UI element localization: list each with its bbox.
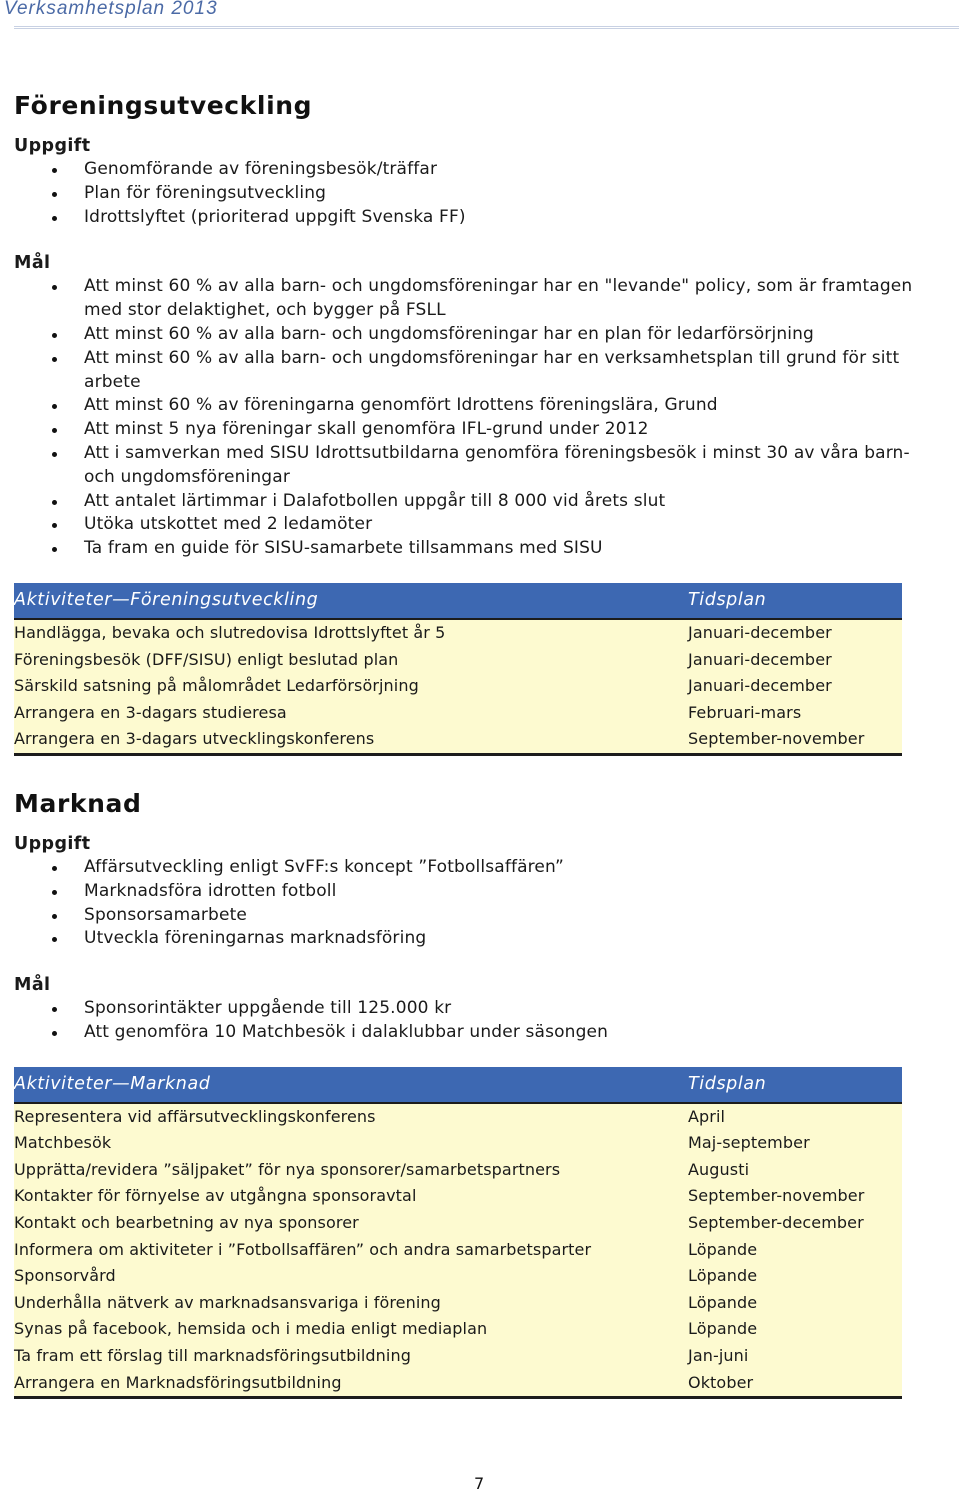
header-divider xyxy=(14,26,959,29)
time-cell: September-november xyxy=(688,1183,902,1210)
table-row xyxy=(14,1130,902,1157)
activity-cell: Arrangera en 3-dagars studieresa xyxy=(14,700,688,727)
list-item: Plan för föreningsutveckling xyxy=(14,182,944,206)
list-item: Att antalet lärtimmar i Dalafotbollen uppgår till 8 000 vid årets slut xyxy=(14,490,944,514)
list-item: Ta fram en guide för SISU-samarbete tillsammans med SISU xyxy=(14,537,944,561)
table-row xyxy=(14,647,902,674)
list-item: Att minst 60 % av alla barn- och ungdomsföreningar har en verksamhetsplan till grund för sitt arbete xyxy=(14,347,944,395)
list-item: Att minst 60 % av föreningarna genomfört Idrottens föreningslära, Grund xyxy=(14,394,944,418)
time-cell: Jan-juni xyxy=(688,1343,902,1370)
time-cell: September-december xyxy=(688,1210,902,1237)
activity-cell: Arrangera en Marknadsföringsutbildning xyxy=(14,1370,688,1398)
time-cell: Löpande xyxy=(688,1290,902,1317)
table-row xyxy=(14,1237,902,1264)
activity-cell: Handlägga, bevaka och slutredovisa Idrottslyftet år 5 xyxy=(14,619,688,647)
uppgift-heading: Uppgift xyxy=(14,833,91,854)
table-header-row xyxy=(14,1067,902,1103)
column-header-activity: Aktiviteter—Föreningsutveckling xyxy=(14,583,688,619)
uppgift-list xyxy=(14,856,944,951)
table-row xyxy=(14,1370,902,1398)
table-row xyxy=(14,1183,902,1210)
section-marknad xyxy=(14,784,944,1399)
column-header-time: Tidsplan xyxy=(688,583,902,619)
time-cell: Februari-mars xyxy=(688,700,902,727)
table-header-row xyxy=(14,583,902,619)
list-item: Genomförande av föreningsbesök/träffar xyxy=(14,158,944,182)
activity-cell: Matchbesök xyxy=(14,1130,688,1157)
table-row xyxy=(14,1343,902,1370)
table-row xyxy=(14,1103,902,1131)
activity-cell: Upprätta/revidera ”säljpaket” för nya sponsorer/samarbetspartners xyxy=(14,1157,688,1184)
list-item: Att i samverkan med SISU Idrottsutbildarna genomföra föreningsbesök i minst 30 av våra barn- och ungdomsföreningar xyxy=(14,442,944,490)
time-cell: September-november xyxy=(688,726,902,754)
time-cell: Januari-december xyxy=(688,647,902,674)
section-foreningsutveckling xyxy=(14,86,944,756)
time-cell: Januari-december xyxy=(688,619,902,647)
table-row xyxy=(14,673,902,700)
page-number: 7 xyxy=(474,1474,485,1493)
table-row xyxy=(14,1316,902,1343)
mal-heading: Mål xyxy=(14,975,51,996)
section-title: Marknad xyxy=(14,788,142,818)
mal-list xyxy=(14,997,944,1045)
document-page xyxy=(14,86,944,1399)
time-cell: Löpande xyxy=(688,1263,902,1290)
table-row xyxy=(14,726,902,754)
activity-cell: Representera vid affärsutvecklingskonferens xyxy=(14,1103,688,1131)
list-item: Marknadsföra idrotten fotboll xyxy=(14,880,944,904)
time-cell: April xyxy=(688,1103,902,1131)
column-header-activity: Aktiviteter—Marknad xyxy=(14,1067,688,1103)
list-item: Idrottslyftet (prioriterad uppgift Svenska FF) xyxy=(14,206,944,230)
column-header-time: Tidsplan xyxy=(688,1067,902,1103)
list-item: Att minst 60 % av alla barn- och ungdomsföreningar har en plan för ledarförsörjning xyxy=(14,323,944,347)
activities-table-marknad xyxy=(14,1067,902,1400)
activity-cell: Kontakt och bearbetning av nya sponsorer xyxy=(14,1210,688,1237)
activity-cell: Arrangera en 3-dagars utvecklingskonferens xyxy=(14,726,688,754)
activity-cell: Särskild satsning på målområdet Ledarförsörjning xyxy=(14,673,688,700)
table-row xyxy=(14,700,902,727)
list-item: Utöka utskottet med 2 ledamöter xyxy=(14,513,944,537)
activity-cell: Underhålla nätverk av marknadsansvariga i förening xyxy=(14,1290,688,1317)
mal-list xyxy=(14,275,944,561)
activity-cell: Synas på facebook, hemsida och i media enligt mediaplan xyxy=(14,1316,688,1343)
activity-cell: Föreningsbesök (DFF/SISU) enligt beslutad plan xyxy=(14,647,688,674)
time-cell: Maj-september xyxy=(688,1130,902,1157)
table-row xyxy=(14,1157,902,1184)
table-row xyxy=(14,1290,902,1317)
mal-heading: Mål xyxy=(14,253,51,274)
activity-cell: Sponsorvård xyxy=(14,1263,688,1290)
list-item: Sponsorsamarbete xyxy=(14,904,944,928)
time-cell: Augusti xyxy=(688,1157,902,1184)
list-item: Affärsutveckling enligt SvFF:s koncept ”Fotbollsaffären” xyxy=(14,856,944,880)
list-item: Att minst 5 nya föreningar skall genomföra IFL-grund under 2012 xyxy=(14,418,944,442)
table-row xyxy=(14,619,902,647)
activities-table-foreningsutveckling xyxy=(14,583,902,756)
section-title: Föreningsutveckling xyxy=(14,91,313,120)
table-row xyxy=(14,1263,902,1290)
list-item: Utveckla föreningarnas marknadsföring xyxy=(14,927,944,951)
time-cell: Löpande xyxy=(688,1316,902,1343)
list-item: Att genomföra 10 Matchbesök i dalaklubbar under säsongen xyxy=(14,1021,944,1045)
time-cell: Januari-december xyxy=(688,673,902,700)
activity-cell: Kontakter för förnyelse av utgångna sponsoravtal xyxy=(14,1183,688,1210)
uppgift-list xyxy=(14,158,944,229)
table-row xyxy=(14,1210,902,1237)
list-item: Sponsorintäkter uppgående till 125.000 kr xyxy=(14,997,944,1021)
time-cell: Oktober xyxy=(688,1370,902,1398)
list-item: Att minst 60 % av alla barn- och ungdomsföreningar har en "levande" policy, som är framtagen med stor delaktighet, och bygger på FSLL xyxy=(14,275,944,323)
activity-cell: Ta fram ett förslag till marknadsföringsutbildning xyxy=(14,1343,688,1370)
uppgift-heading: Uppgift xyxy=(14,136,91,156)
running-header-title: Verksamhetsplan 2013 xyxy=(4,0,218,19)
time-cell: Löpande xyxy=(688,1237,902,1264)
activity-cell: Informera om aktiviteter i ”Fotbollsaffären” och andra samarbetsparter xyxy=(14,1237,688,1264)
